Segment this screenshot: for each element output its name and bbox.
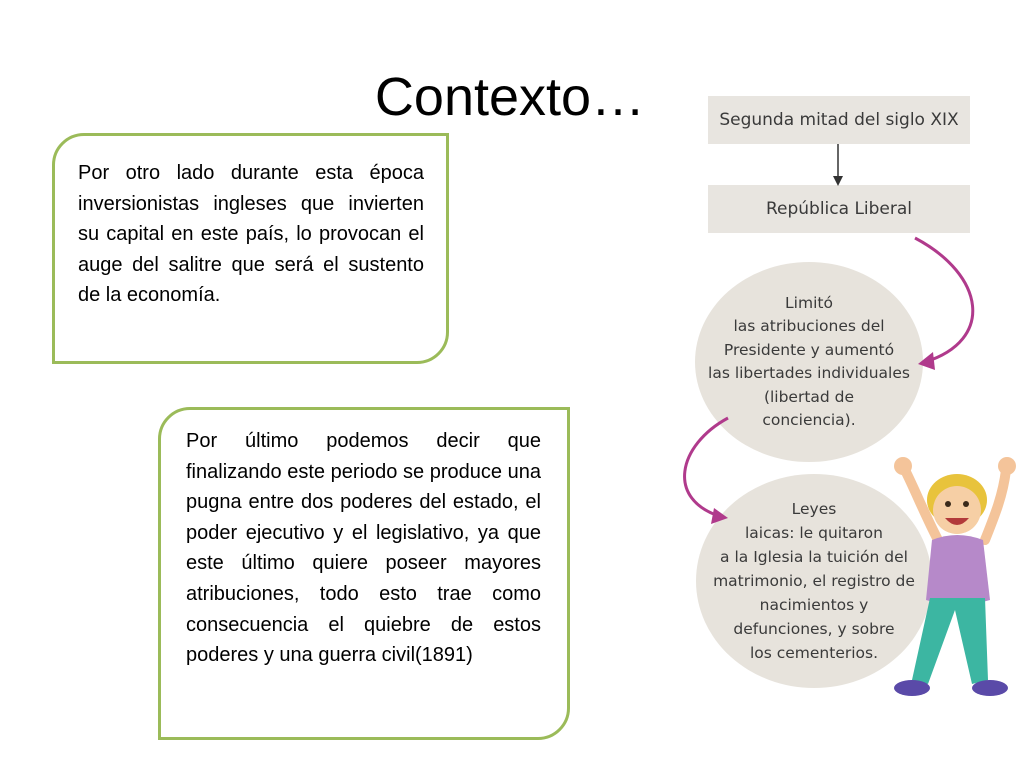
text-box-auge-salitre-text: Por otro lado durante esta época inversionistas ingleses que invierten su capital en este país, lo provocan el auge del salitre que será el sustento de la economía. bbox=[78, 162, 424, 307]
cartoon-boy-illustration bbox=[894, 457, 1016, 696]
curved-arrow-icon bbox=[915, 238, 973, 370]
diagram-circle-leyes-laicas-text: Leyes laicas: le quitaron a la Iglesia la tuición del matrimonio, el registro de nacimientos y defunciones, y sobre los cementerios. bbox=[713, 500, 915, 662]
curved-arrow-icon bbox=[685, 418, 728, 524]
diagram-box-republica-liberal-label: República Liberal bbox=[765, 199, 913, 219]
slide-title: Contexto… bbox=[374, 67, 646, 127]
down-arrow-icon bbox=[833, 144, 843, 186]
diagram-circle-atribuciones-text: Limitó las atribuciones del Presidente y aumentó las libertades individuales (libertad de conciencia). bbox=[708, 293, 910, 429]
diagram-box-segunda-mitad-label: Segunda mitad del siglo XIX bbox=[719, 110, 959, 130]
text-box-guerra-civil-text: Por último podemos decir que finalizando este periodo se produce una pugna entre dos poderes del estado, el poder ejecutivo y el legislativo, ya que este último quiere poseer mayores atribuciones, todo esto trae como consecuencia el quiebre de estos poderes y una guerra civil(1891) bbox=[186, 430, 541, 667]
